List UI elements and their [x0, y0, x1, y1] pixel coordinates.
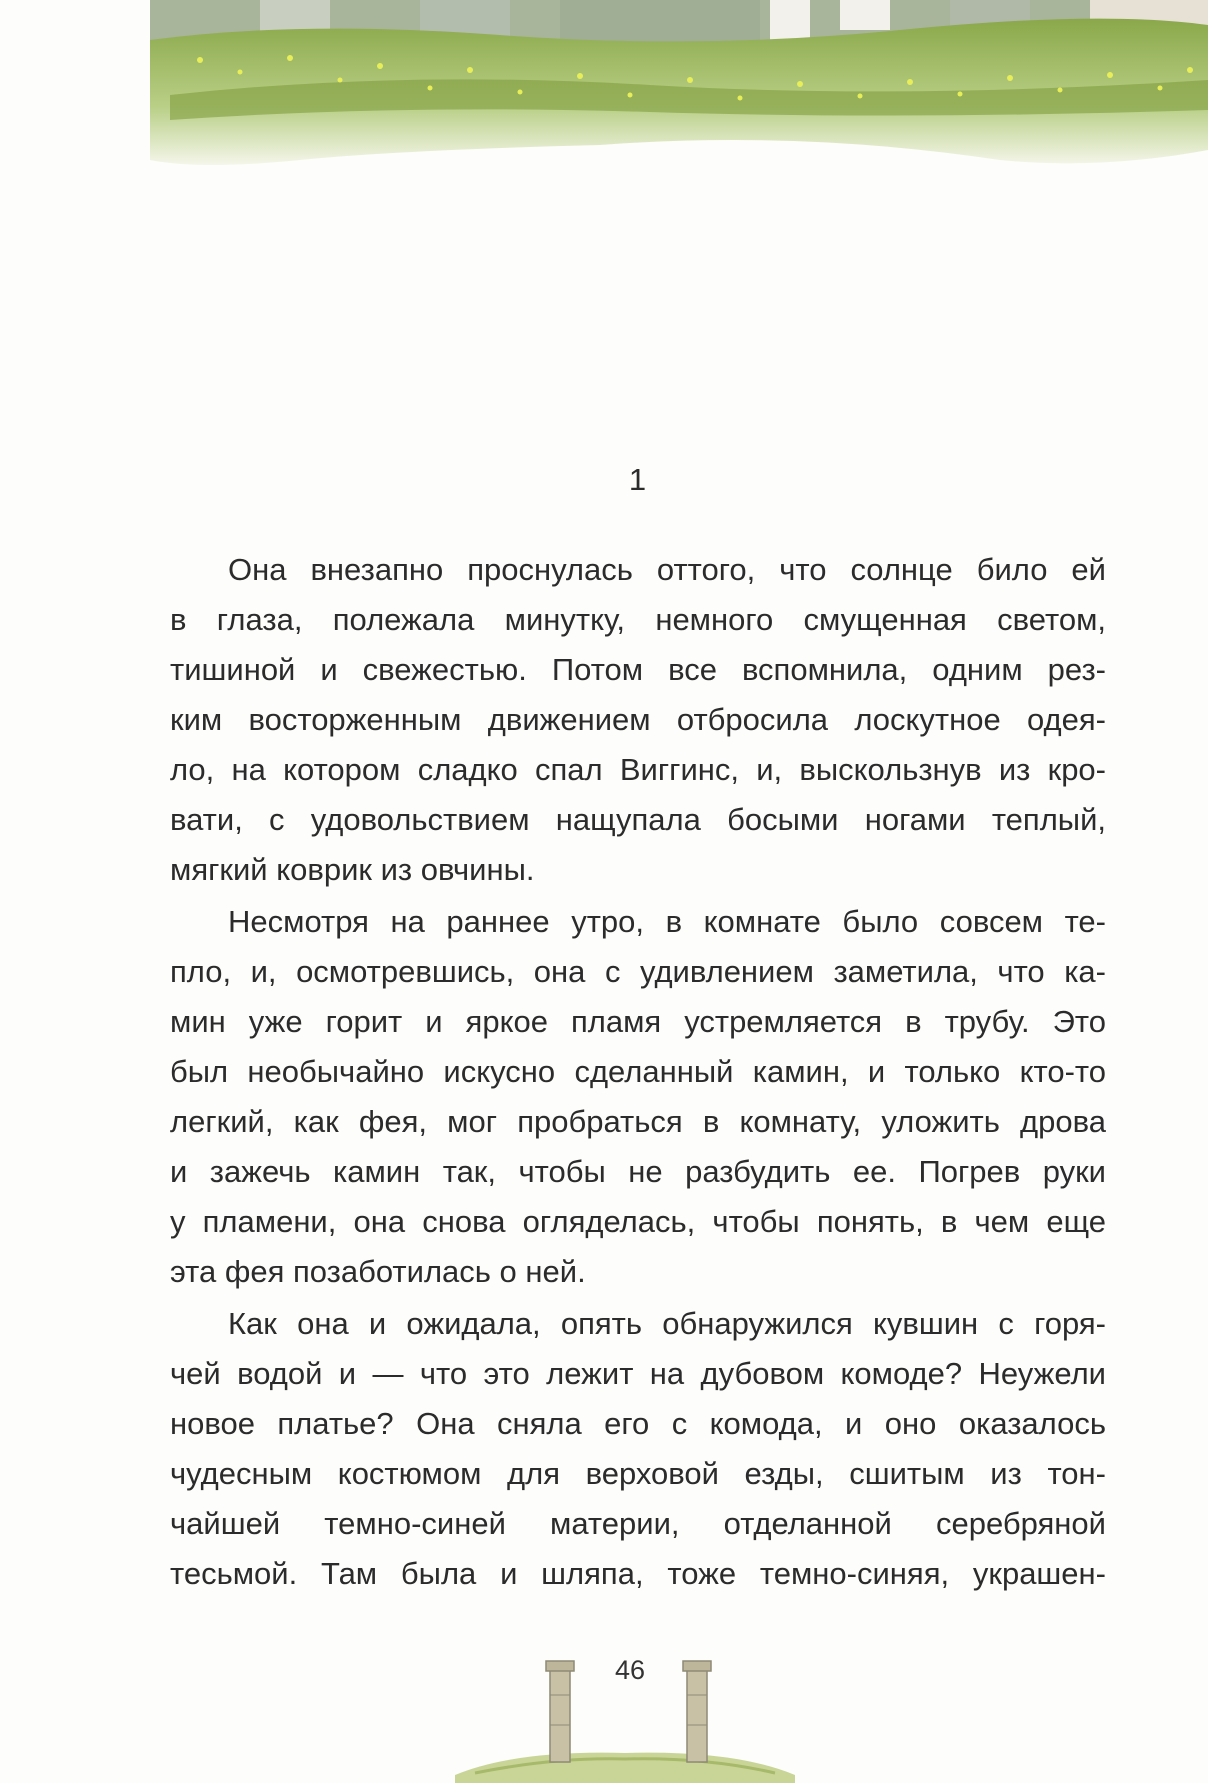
page-number: 46 — [614, 1655, 646, 1685]
text-line: новое платье? Она сняла его с комода, и оно оказалось — [170, 1406, 1106, 1441]
gate-posts-illustration — [455, 1625, 795, 1783]
paragraph — [170, 897, 1106, 1297]
text-line: мин уже горит и яркое пламя устремляется в трубу. Это — [170, 1004, 1106, 1039]
text-line: ло, на котором сладко спал Виггинс, и, выскользнув из кро- — [170, 752, 1106, 787]
text-line: пло, и, осмотревшись, она с удивлением заметила, что ка- — [170, 954, 1106, 989]
chapter-number: 1 — [628, 462, 647, 497]
text-line: был необычайно искусно сделанный камин, и только кто-то — [170, 1054, 1106, 1089]
paragraph — [170, 545, 1106, 895]
text-line: вати, с удовольствием нащупала босыми ногами теплый, — [170, 802, 1106, 837]
text-line: эта фея позаботилась о ней. — [170, 1254, 586, 1289]
paragraph — [170, 1299, 1106, 1599]
text-line: у пламени, она снова огляделась, чтобы понять, в чем еще — [170, 1204, 1106, 1239]
body-text — [170, 545, 1106, 1601]
text-line: Она внезапно проснулась оттого, что солнце било ей — [228, 552, 1106, 587]
text-line: чей водой и — что это лежит на дубовом комоде? Неужели — [170, 1356, 1106, 1391]
text-line: Несмотря на раннее утро, в комнате было совсем те- — [228, 904, 1106, 939]
text-line: тишиной и свежестью. Потом все вспомнила, одним рез- — [170, 652, 1106, 687]
text-line: тесьмой. Там была и шляпа, тоже темно-синяя, украшен- — [170, 1556, 1106, 1591]
text-line: и зажечь камин так, чтобы не разбудить ее. Погрев руки — [170, 1154, 1106, 1189]
text-line: чудесным костюмом для верховой езды, сшитым из тон- — [170, 1456, 1106, 1491]
text-line: ким восторженным движением отбросила лоскутное одея- — [170, 702, 1106, 737]
text-line: мягкий коврик из овчины. — [170, 852, 535, 887]
top-meadow-illustration — [0, 0, 1208, 195]
text-line: в глаза, полежала минутку, немного смущенная светом, — [170, 602, 1106, 637]
text-line: чайшей темно-синей материи, отделанной серебряной — [170, 1506, 1106, 1541]
text-line: Как она и ожидала, опять обнаружился кувшин с горя- — [228, 1306, 1106, 1341]
text-line: легкий, как фея, мог пробраться в комнату, уложить дрова — [170, 1104, 1106, 1139]
